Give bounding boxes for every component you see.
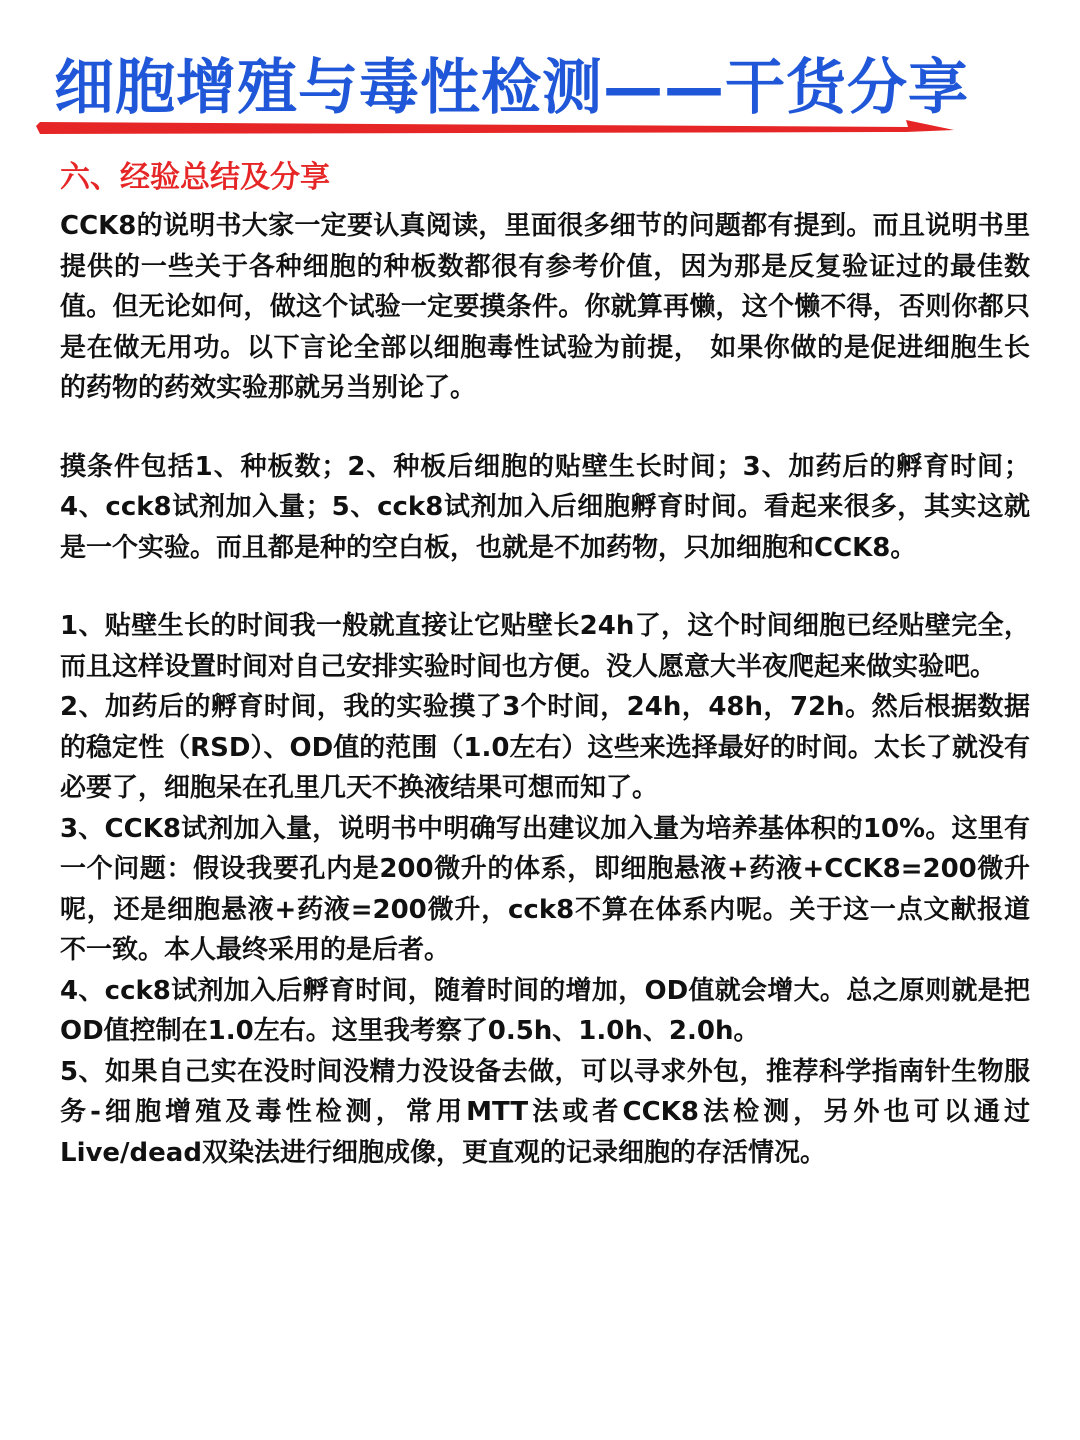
section-heading: 六、经验总结及分享	[60, 160, 330, 195]
conditions-paragraph: 摸条件包括1、种板数；2、种板后细胞的贴壁生长时间；3、加药后的孵育时间；4、cck8试剂加入量；5、cck8试剂加入后细胞孵育时间。看起来很多，其实这就是一个实验。而且都是种的空白板，也就是不加药物，只加细胞和CCK8。	[60, 451, 1030, 563]
experience-list	[60, 606, 1030, 1173]
list-item: 3、CCK8试剂加入量，说明书中明确写出建议加入量为培养基体积的10%。这里有一个问题：假设我要孔内是200微升的体系，即细胞悬液+药液+CCK8=200微升呢，还是细胞悬液+药液=200微升，cck8不算在体系内呢。关于这一点文献报道不一致。本人最终采用的是后者。	[60, 813, 1030, 965]
paragraph-gap	[60, 409, 1030, 447]
article-body	[60, 156, 1030, 1173]
list-item: 2、加药后的孵育时间，我的实验摸了3个时间，24h，48h，72h。然后根据数据的稳定性（RSD）、OD值的范围（1.0左右）这些来选择最好的时间。太长了就没有必要了，细胞呆在孔里几天不换液结果可想而知了。	[60, 692, 1030, 803]
page-header	[0, 0, 1080, 150]
page-title: 细胞增殖与毒性检测——干货分享	[54, 53, 969, 123]
intro-paragraph: CCK8的说明书大家一定要认真阅读，里面很多细节的问题都有提到。而且说明书里提供的一些关于各种细胞的种板数都很有参考价值，因为那是反复验证过的最佳数值。但无论如何，做这个试验一定要摸条件。你就算再懒，这个懒不得，否则你都只是在做无用功。以下言论全部以细胞毒性试验为前提， 如果你做的是促进细胞生长的药物的药效实验那就另当别论了。	[60, 211, 1030, 403]
list-item: 5、如果自己实在没时间没精力没设备去做，可以寻求外包，推荐科学指南针生物服务-细胞增殖及毒性检测，常用MTT法或者CCK8法检测，另外也可以通过Live/dead双染法进行细胞成像，更直观的记录细胞的存活情况。	[60, 1056, 1030, 1168]
arrow-shape	[36, 120, 954, 134]
list-item: 4、cck8试剂加入后孵育时间，随着时间的增加，OD值就会增大。总之原则就是把OD值控制在1.0左右。这里我考察了0.5h、1.0h、2.0h。	[60, 975, 1030, 1046]
paragraph-gap	[60, 568, 1030, 606]
list-item: 1、贴壁生长的时间我一般就直接让它贴壁长24h了，这个时间细胞已经贴壁完全，而且这样设置时间对自己安排实验时间也方便。没人愿意大半夜爬起来做实验吧。	[60, 611, 1030, 682]
red-arrow-underline	[36, 116, 956, 144]
